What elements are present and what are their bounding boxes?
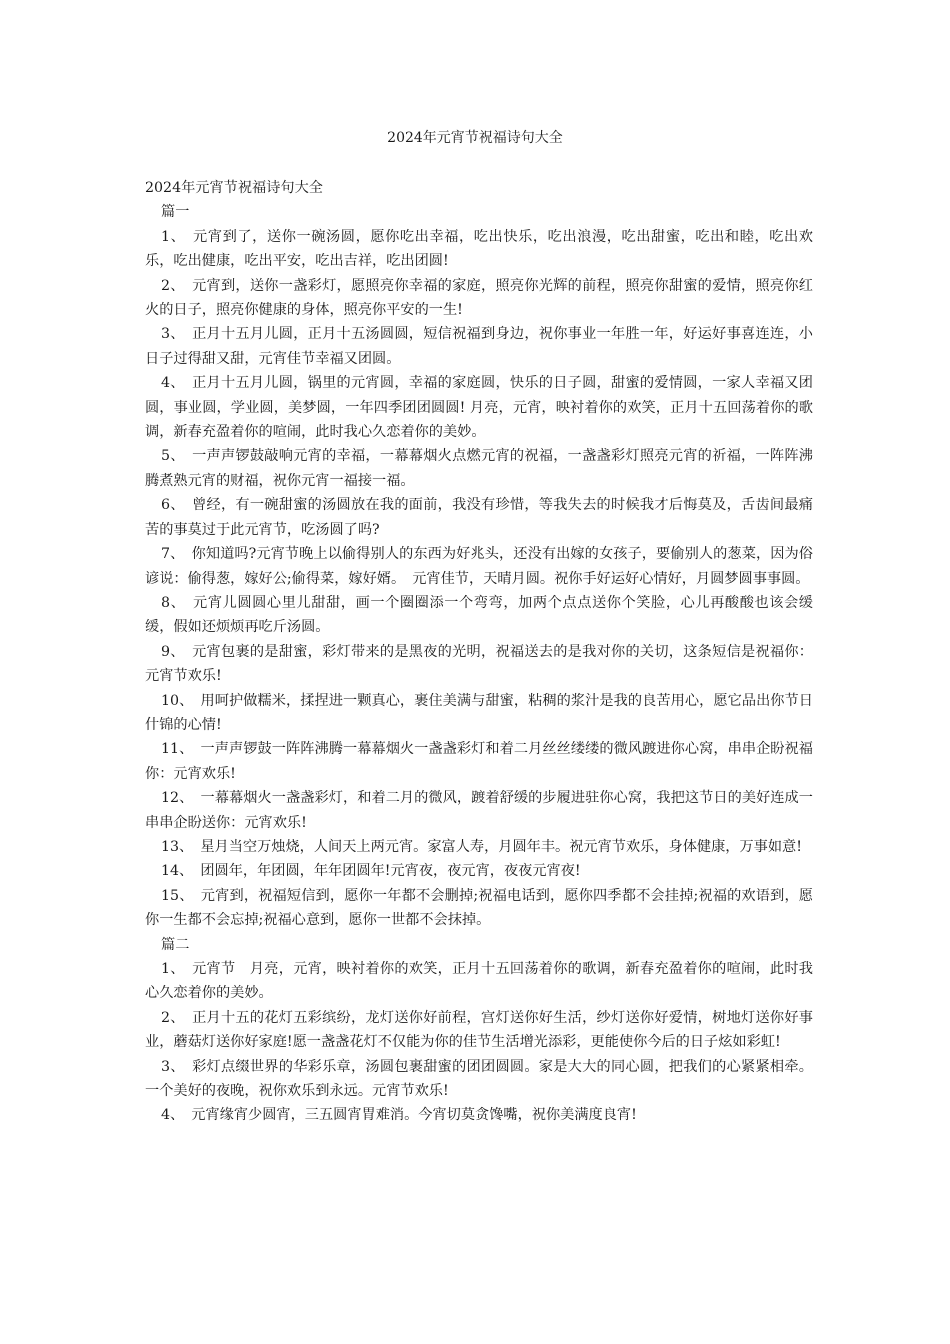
list-item: 1、 元宵到了，送你一碗汤圆，愿你吃出幸福，吃出快乐，吃出浪漫，吃出甜蜜，吃出和睦，吃出欢乐，吃出健康，吃出平安，吃出吉祥，吃出团圆! bbox=[145, 228, 813, 270]
document-body bbox=[145, 176, 813, 1128]
list-item: 15、 元宵到，祝福短信到，愿你一年都不会删掉;祝福电话到，愿你四季都不会挂掉;祝福的欢语到，愿你一生都不会忘掉;祝福心意到，愿你一世都不会抹掉。 bbox=[145, 887, 813, 929]
section-heading: 篇一 bbox=[161, 204, 190, 221]
list-item: 10、 用呵护做糯米，揉捏进一颗真心，裹住美满与甜蜜，粘稠的浆汁是我的良苦用心，愿它品出你节日什锦的心情! bbox=[145, 692, 813, 733]
section-1 bbox=[145, 200, 813, 932]
list-item: 9、 元宵包裹的是甜蜜，彩灯带来的是黑夜的光明，祝福送去的是我对你的关切，这条短信是祝福你：元宵节欢乐! bbox=[145, 643, 813, 685]
list-item: 4、 正月十五月儿圆，锅里的元宵圆，幸福的家庭圆，快乐的日子圆，甜蜜的爱情圆，一家人幸福又团圆，事业圆，学业圆，美梦圆，一年四季团团圆圆! 月亮，元宵，映衬着你的欢笑，正月十五回荡着你的歌调，新春充盈着你的喧闹，此时我心久恋着你的美妙。 bbox=[145, 375, 813, 441]
list-item: 13、 星月当空万烛烧，人间天上两元宵。家富人寿，月圆年丰。祝元宵节欢乐，身体健康，万事如意! bbox=[161, 838, 802, 855]
list-item: 12、 一幕幕烟火一盏盏彩灯，和着二月的微风，踱着舒缓的步履进驻你心窝，我把这节日的美好连成一串串企盼送你：元宵欢乐! bbox=[145, 790, 813, 831]
list-item: 6、 曾经，有一碗甜蜜的汤圆放在我的面前，我没有珍惜，等我失去的时候我才后悔莫及，舌齿间最痛苦的事莫过于此元宵节，吃汤圆了吗? bbox=[145, 497, 813, 538]
list-item: 1、 元宵节 月亮，元宵，映衬着你的欢笑，正月十五回荡着你的歌调，新春充盈着你的喧闹，此时我心久恋着你的美妙。 bbox=[145, 961, 813, 1002]
list-item: 8、 元宵儿圆圆心里儿甜甜，画一个圈圈添一个弯弯，加两个点点送你个笑脸，心儿再酸酸也该会缓缓，假如还烦烦再吃斤汤圆。 bbox=[145, 594, 813, 636]
list-item: 3、 彩灯点缀世界的华彩乐章，汤圆包裹甜蜜的团团圆圆。家是大大的同心圆，把我们的心紧紧相牵。一个美好的夜晚，祝你欢乐到永远。元宵节欢乐! bbox=[145, 1058, 813, 1100]
document-subtitle: 2024年元宵节祝福诗句大全 bbox=[145, 180, 323, 196]
section-2 bbox=[145, 933, 813, 1128]
list-item: 4、 元宵缘宵少圆宵，三五圆宵胃难消。今宵切莫贪馋嘴，祝你美满度良宵! bbox=[161, 1107, 637, 1124]
list-item: 2、 正月十五的花灯五彩缤纷，龙灯送你好前程，宫灯送你好生活，纱灯送你好爱情，树地灯送你好事业，蘑菇灯送你好家庭!愿一盏盏花灯不仅能为你的佳节生活增光添彩，更能使你今后的日子炫如彩虹! bbox=[145, 1009, 813, 1051]
list-item: 7、 你知道吗?元宵节晚上以偷得别人的东西为好兆头，还没有出嫁的女孩子，要偷别人的葱菜，因为俗谚说：偷得葱，嫁好公;偷得菜，嫁好婿。 元宵佳节，天晴月圆。祝你手好运好心情好，月圆梦圆事事圆。 bbox=[145, 546, 813, 587]
list-item: 2、 元宵到，送你一盏彩灯，愿照亮你幸福的家庭，照亮你光辉的前程，照亮你甜蜜的爱情，照亮你红火的日子，照亮你健康的身体，照亮你平安的一生! bbox=[145, 277, 813, 319]
document-title: 2024年元宵节祝福诗句大全 bbox=[387, 130, 563, 146]
list-item: 5、 一声声锣鼓敲响元宵的幸福，一幕幕烟火点燃元宵的祝福，一盏盏彩灯照亮元宵的祈福，一阵阵沸腾煮熟元宵的财福，祝你元宵一福接一福。 bbox=[145, 448, 813, 489]
list-item: 3、 正月十五月儿圆，正月十五汤圆圆，短信祝福到身边，祝你事业一年胜一年，好运好事喜连连，小日子过得甜又甜，元宵佳节幸福又团圆。 bbox=[145, 326, 813, 367]
list-item: 11、 一声声锣鼓一阵阵沸腾一幕幕烟火一盏盏彩灯和着二月丝丝缕缕的微风踱进你心窝，串串企盼祝福你：元宵欢乐! bbox=[145, 741, 813, 782]
section-heading: 篇二 bbox=[161, 936, 190, 953]
list-item: 14、 团圆年，年团圆，年年团圆年!元宵夜，夜元宵，夜夜元宵夜! bbox=[161, 863, 581, 880]
